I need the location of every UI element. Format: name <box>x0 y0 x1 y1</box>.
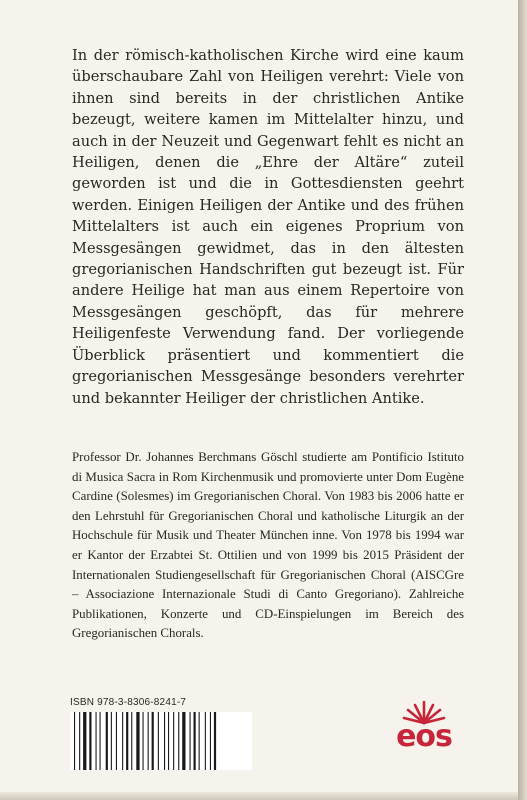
barcode-icon <box>70 712 252 770</box>
isbn-label: ISBN 978-3-8306-8241-7 <box>70 697 187 708</box>
cover-bottom-edge <box>0 792 518 800</box>
author-biography: Professor Dr. Johannes Berchmans Göschl studierte am Pontificio Istituto di Musica Sacra in Rom Kirchenmusik und promovierte unter Dom Eugène Cardine (Solesmes) im Gregorianischen Choral. Von 1983 bis 2006 hatte er den Lehrstuhl für Gregorianischen Choral und katholische Liturgik an der Hochschule für Musik und Theater München inne. Von 1978 bis 1994 war er Kantor der Erzabtei St. Ottilien und von 1999 bis 2015 Präsident der Internationalen Studiengesellschaft für Gregorianischen Choral (AISCGre – Associazione Internazionale Studi di Canto Gregoriano). Zahlreiche Publikationen, Konzerte und CD-Einspielungen im Bereich des Gregorianischen Chorals. <box>72 450 464 641</box>
book-blurb: In der römisch-katholischen Kirche wird eine kaum überschaubare Zahl von Heiligen verehrt: Viele von ihnen sind bereits in der christlichen Antike bezeugt, weitere kamen im Mittelalter hinzu, und auch in der Neuzeit und Gegenwart fehlt es nicht an Heiligen, denen die „Ehre der Altäre“ zuteil geworden ist und die in Gottesdiensten geehrt werden. Einigen Heiligen der Antike und des frühen Mittelalters ist auch ein eigenes Proprium von Messgesängen gewidmet, das in den ältesten gregorianischen Handschriften gut bezeugt ist. Für andere Heilige hat man aus einem Repertoire von Messgesängen geschöpft, das für mehrere Heiligenfeste Verwendung fand. Der vorliegende Überblick präsentiert und kommentiert die gregorianischen Messgesänge besonders verehrter und bekannter Heiliger der christlichen Antike. <box>72 47 464 407</box>
publisher-logo-text: eos <box>396 719 452 754</box>
book-edge <box>518 0 527 800</box>
publisher-logo <box>384 697 464 761</box>
